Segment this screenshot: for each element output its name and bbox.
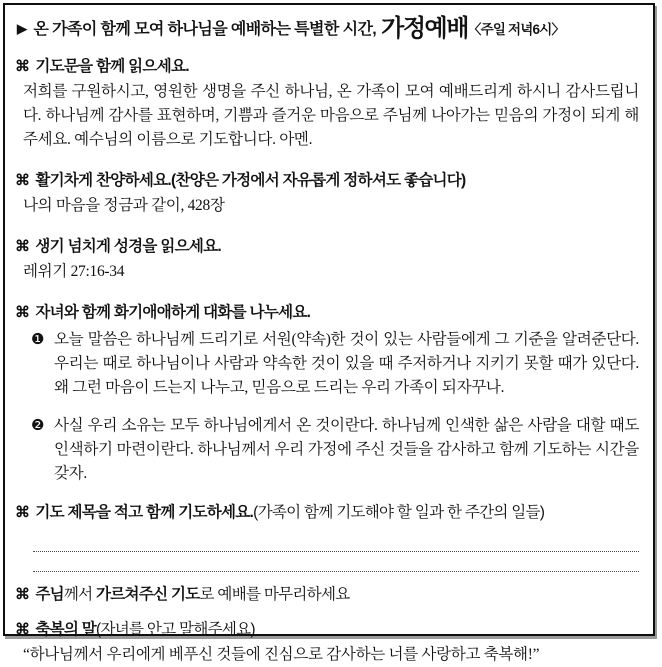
family-worship-sheet [3, 3, 655, 663]
discussion-item-text: 오늘 말씀은 하나님께 드리기로 서원(약속)한 것이 있는 사람들에게 그 기준을 알려준단다. 우리는 때로 하나님이나 사람과 약속한 것이 있을 때 주저하거나 지키기 못할 때가 있단다. 왜 그런 마음이 드는지 나누고, 믿음으로 드리는 우리 가족이 되자꾸나. [54, 331, 639, 396]
command-bullet-icon: ⌘ [15, 621, 30, 638]
section-heading-label: 기도문을 함께 읽으세요. [35, 58, 189, 75]
section-prayer-topics [15, 502, 641, 572]
command-bullet-icon: ⌘ [15, 504, 30, 521]
discussion-item-text: 사실 우리 소유는 모두 하나님에게서 온 것이란다. 하나님께 인색한 삶은 사람을 대할 때도 인색하기 마련이란다. 하나님께서 우리 가정에 주신 것들을 감사하고 함께 기도하는 시간을 갖자. [54, 417, 639, 482]
section-heading-note: (자녀를 안고 말해주세요) [96, 621, 255, 638]
command-bullet-icon: ⌘ [15, 238, 30, 255]
section-heading [15, 170, 641, 192]
discussion-item [31, 328, 639, 400]
section-prayer-text [15, 56, 641, 152]
section-bible-reading [15, 236, 641, 284]
command-bullet-icon: ⌘ [15, 58, 30, 75]
prayer-text: 저희를 구원하시고, 영원한 생명을 주신 하나님, 온 가족이 모여 예배드리게 하시니 감사드립니다. 하나님께 감사를 표현하며, 기쁨과 즐거운 마음으로 주님께 나아가는 믿음의 가정이 되게 해주세요. 예수님의 이름으로 기도합니다. 아멘. [23, 83, 639, 148]
section-heading-label: 기도 제목을 적고 함께 기도하세요. [35, 504, 254, 521]
section-praise [15, 170, 641, 218]
heading-part: 주님 [35, 586, 64, 603]
blessing-quote: “하나님께서 우리에게 베푸신 것들에 진심으로 감사하는 너를 사랑하고 축복해!” [23, 646, 540, 663]
section-heading-label: 축복의 말 [35, 621, 97, 638]
circled-number-2-icon: ❷ [31, 417, 45, 434]
section-heading [15, 236, 641, 258]
heading-part: 로 예배를 마무리하세요 [199, 586, 350, 603]
discussion-item [31, 414, 639, 486]
section-heading-label: 생기 넘치게 성경을 읽으세요. [35, 238, 222, 255]
title-text: 온 가족이 함께 모여 하나님을 예배하는 특별한 시간, [33, 21, 377, 38]
title-time-note: 〈주일 저녁6시〉 [467, 22, 565, 37]
section-heading-label: 활기차게 찬양하세요.(찬양은 가정에서 자유롭게 정하셔도 좋습니다) [35, 172, 466, 189]
command-bullet-icon: ⌘ [15, 304, 30, 321]
hymn-reference: 나의 마음을 정금과 같이, 428장 [23, 197, 225, 214]
heading-part: 가르쳐주신 기도 [96, 586, 200, 603]
section-heading [15, 502, 641, 524]
section-heading-label: 자녀와 함께 화기애애하게 대화를 나누세요. [35, 304, 311, 321]
prayer-topic-write-line [33, 552, 639, 572]
command-bullet-icon: ⌘ [15, 172, 30, 189]
section-heading [15, 584, 641, 606]
right-triangle-icon: ▶ [17, 21, 27, 36]
scripture-reference: 레위기 27:16-34 [23, 263, 125, 280]
circled-number-1-icon: ❶ [31, 331, 45, 348]
section-blessing [15, 619, 641, 667]
title-highlight: 가정예배 [381, 15, 468, 42]
section-heading [15, 302, 641, 324]
section-heading [15, 619, 641, 641]
prayer-topic-write-line [33, 533, 639, 552]
section-heading-note: (가족이 함께 기도해야 할 일과 한 주간의 일들) [253, 504, 545, 521]
section-discussion [15, 302, 641, 486]
command-bullet-icon: ⌘ [15, 586, 30, 603]
page-title [17, 15, 641, 44]
section-heading [15, 56, 641, 78]
heading-part: 께서 [63, 586, 97, 603]
section-lords-prayer [15, 584, 641, 606]
